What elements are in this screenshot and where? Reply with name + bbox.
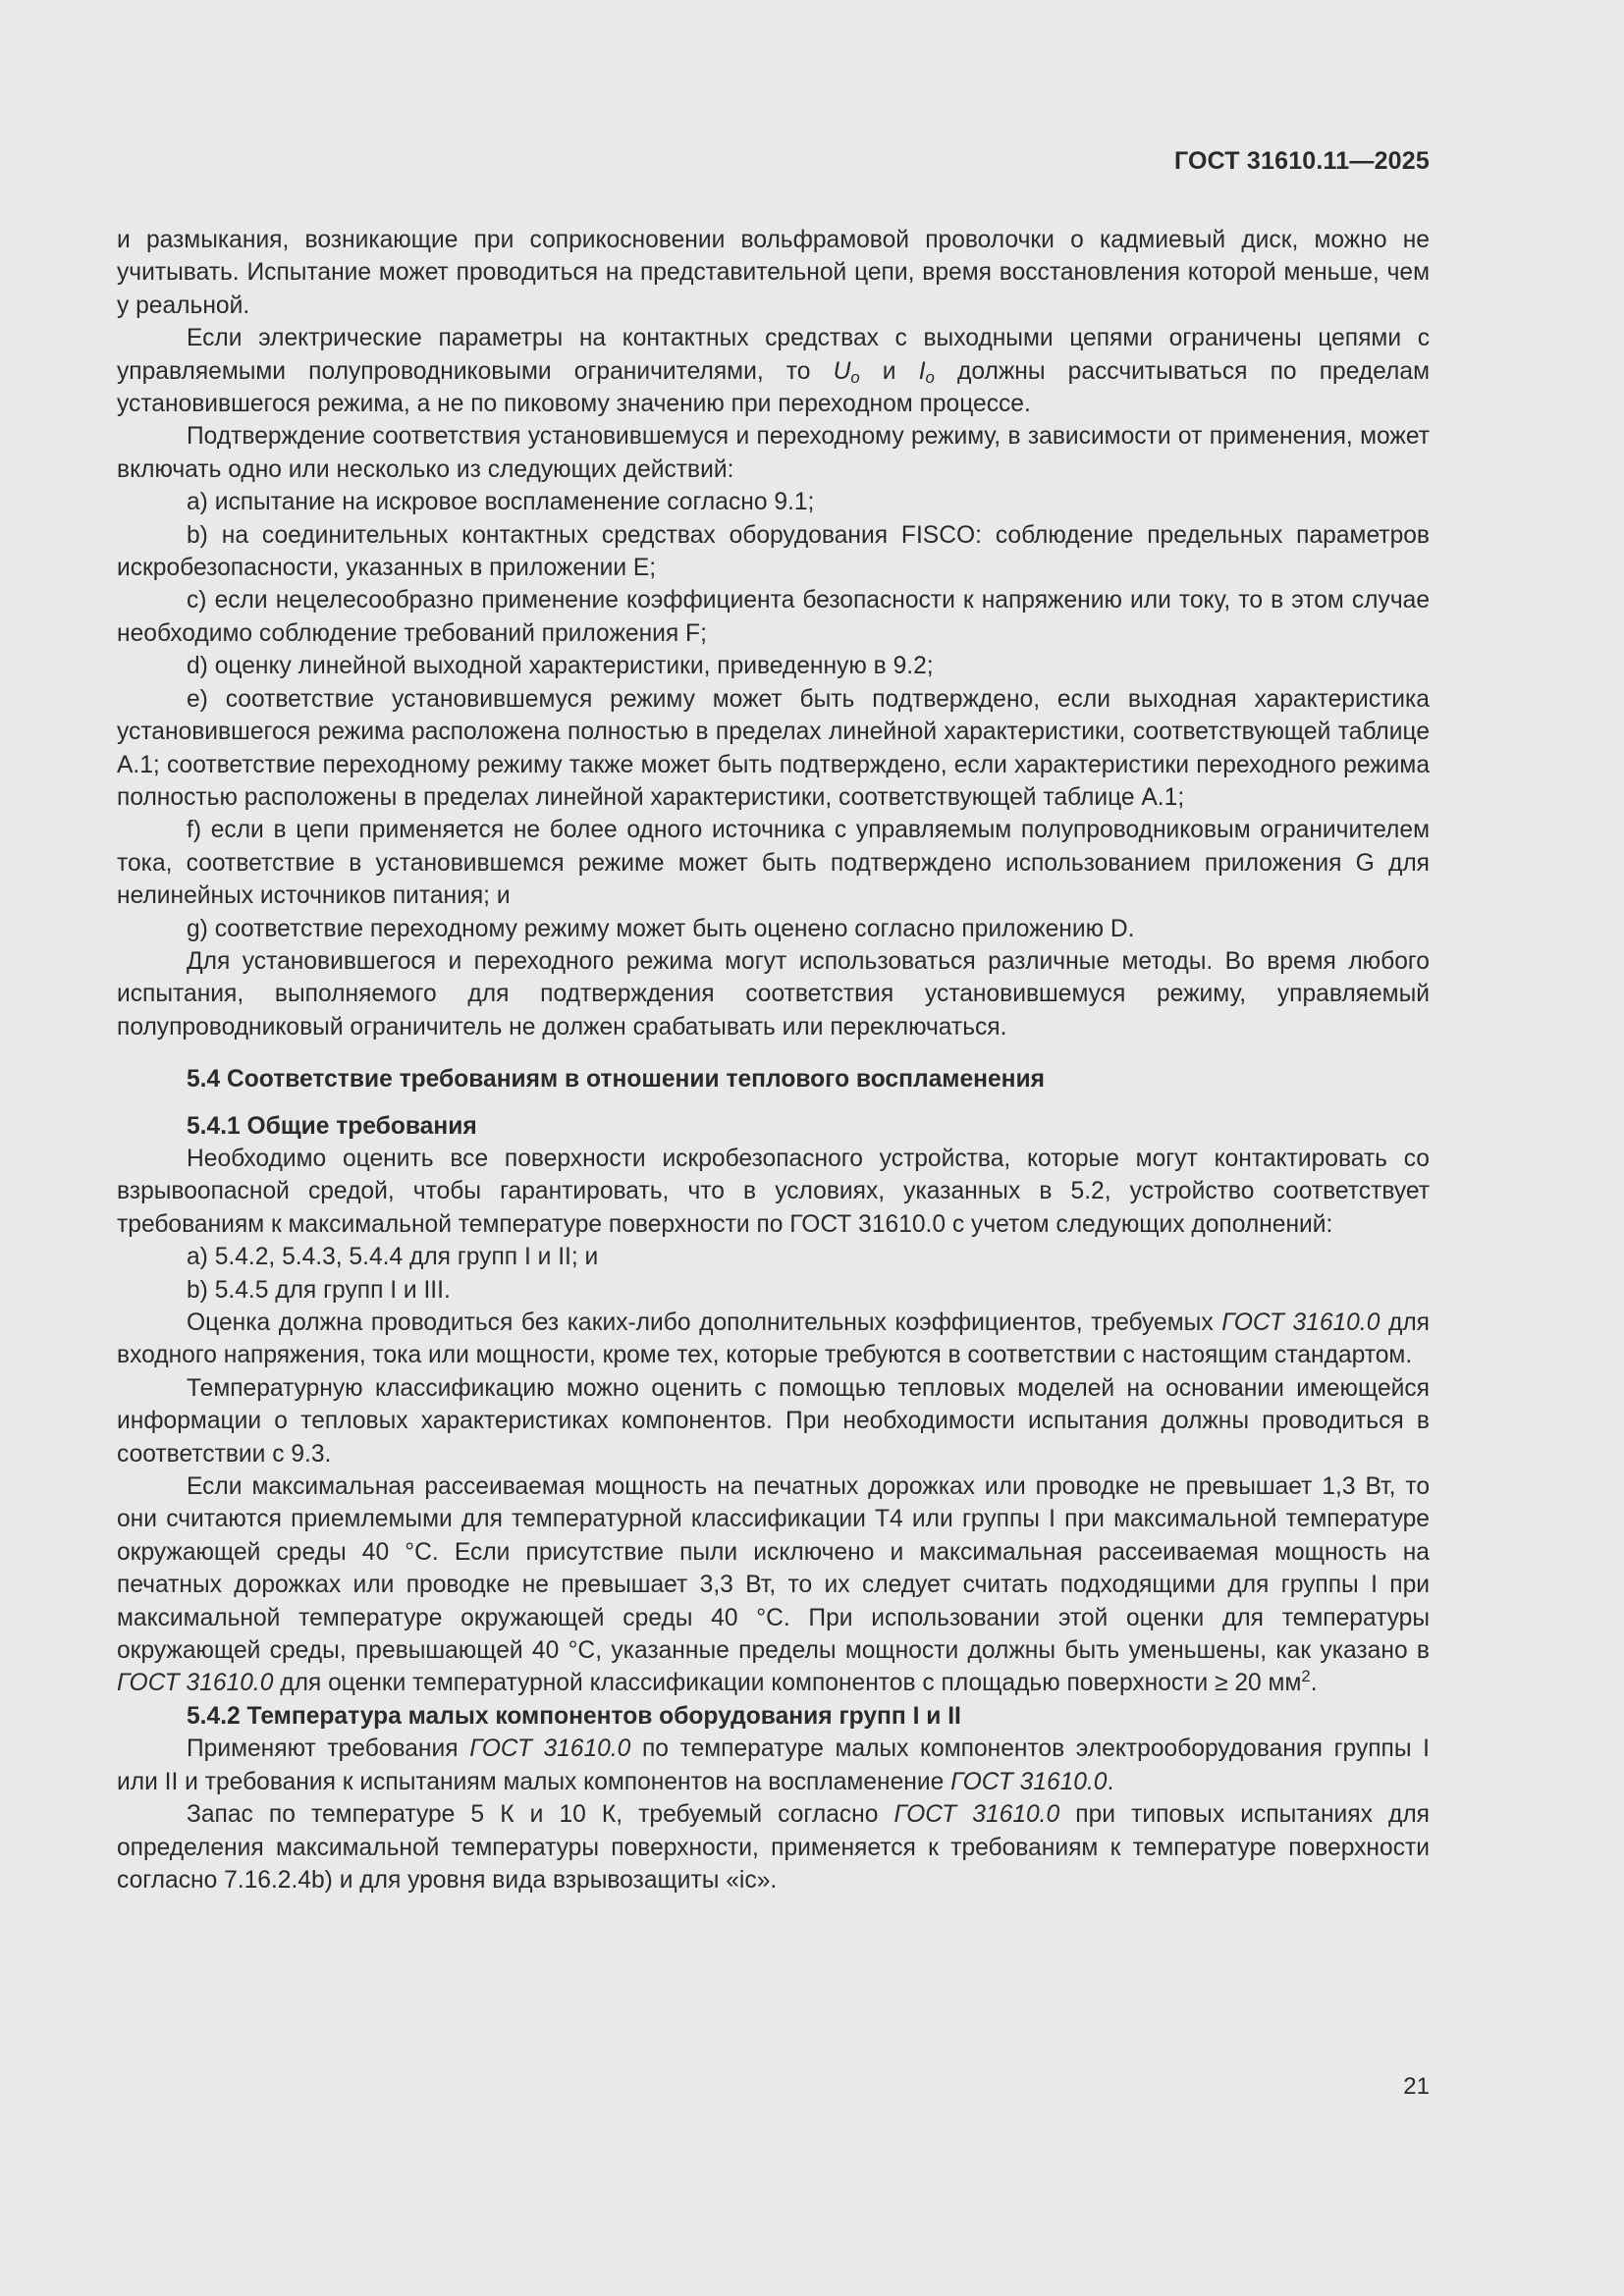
page-body [117, 224, 1430, 1896]
list-item: f) если в цепи применяется не более одного источника с управляемым полупроводниковым ограничителем тока, соответствие в установившемся режиме может быть подтверждено использованием приложения G для нелинейных источников питания; и [117, 817, 1430, 910]
standard-reference: ГОСТ 31610.0 [893, 1801, 1060, 1829]
text-run: для оценки температурной классификации компонентов с площадью поверхности ≥ 20 мм [273, 1670, 1302, 1697]
paragraph [117, 1798, 1430, 1896]
list-item: b) на соединительных контактных средствах оборудования FISCO: соблюдение предельных параметров искробезопасности, указанных в приложении E; [117, 521, 1430, 582]
superscript: 2 [1301, 1667, 1311, 1686]
text-run: Применяют требования [187, 1735, 470, 1763]
text-run: . [1107, 1768, 1114, 1795]
standard-reference: ГОСТ 31610.0 [1221, 1309, 1380, 1336]
section-heading: 5.4 Соответствие требованиям в отношении теплового воспламенения [187, 1066, 1045, 1094]
list-item: d) оценку линейной выходной характеристики, приведенную в 9.2; [187, 653, 934, 680]
paragraph: Подтверждение соответствия установившемуся и переходному режиму, в зависимости от применения, может включать одно или несколько из следующих действий: [117, 423, 1430, 483]
subsection-heading: 5.4.1 Общие требования [187, 1112, 477, 1140]
document-code: ГОСТ 31610.11—2025 [1173, 147, 1430, 175]
variable-i [919, 358, 935, 385]
text-run: . [1310, 1670, 1318, 1697]
list-item: b) 5.4.5 для групп I и III. [187, 1276, 451, 1304]
page-number: 21 [1403, 2073, 1430, 2100]
variable-u [834, 358, 860, 385]
text-run: I [918, 357, 926, 385]
standard-reference: ГОСТ 31610.0 [950, 1768, 1108, 1795]
text-run: при типовых испытаниях для определения максимальной температуры поверхности, применяется к требованиям к температуре поверхности согласно 7.16.2.4b) и для уровня вида взрывозащиты «ic». [117, 1801, 1430, 1894]
paragraph [117, 1733, 1430, 1798]
list-item: e) соответствие установившемуся режиму может быть подтверждено, если выходная характеристика установившегося режима расположена полностью в пределах линейной характеристики, соответствующей таблице А.1; соответствие переходному режиму также может быть подтверждено, если характеристики переходного режима полностью расположены в пределах линейной характеристики, соответствующей таблице А.1; [117, 685, 1430, 811]
paragraph: Для установившегося и переходного режима могут использоваться различные методы. Во время любого испытания, выполняемого для подтверждения соответствия установившемуся режиму, управляемый полупроводниковый ограничитель не должен срабатывать или переключаться. [117, 947, 1430, 1041]
text-run: Если максимальная рассеиваемая мощность на печатных дорожках или проводке не превышает 1,3 Вт, то они считаются приемлемыми для температурной классификации Т4 или группы I при максимальной температуре окружающей среды 40 °С. Если присутствие пыли исключено и максимальная рассеиваемая мощность на печатных дорожках или проводке не превышает 3,3 Вт, то их следует считать подходящими для группы I при максимальной температуре окружающей среды 40 °С. При использовании этой оценки для температуры окружающей среды, превышающей 40 °С, указанные пределы мощности должны быть уменьшены, как указано в [117, 1473, 1430, 1665]
list-item: c) если нецелесообразно применение коэффициента безопасности к напряжению или току, то в этом случае необходимо соблюдение требований приложения F; [117, 587, 1430, 647]
subsection-heading: 5.4.2 Температура малых компонентов оборудования групп I и II [187, 1702, 961, 1730]
subscript: o [925, 367, 935, 387]
list-item: g) соответствие переходному режиму может быть оценено согласно приложению D. [187, 915, 1135, 942]
list-item: a) испытание на искровое воспламенение согласно 9.1; [187, 489, 815, 516]
paragraph [117, 322, 1430, 420]
paragraph: и размыкания, возникающие при соприкосновении вольфрамовой проволочки о кадмиевый диск, можно не учитывать. Испытание может проводиться на представительной цепи, время восстановления которой меньше, чем у реальной. [117, 227, 1430, 319]
paragraph: Необходимо оценить все поверхности искробезопасного устройства, которые могут контактировать со взрывоопасной средой, чтобы гарантировать, что в условиях, указанных в 5.2, устройство соответствует требованиям к максимальной температуре поверхности по ГОСТ 31610.0 с учетом следующих дополнений: [117, 1145, 1430, 1238]
text-run: по температуре малых компонентов электрооборудования группы I или II и требования к испытаниям малых компонентов на воспламенение [117, 1735, 1430, 1795]
text-run: Оценка должна проводиться без каких-либо дополнительных коэффициентов, требуемых [187, 1309, 1222, 1336]
text-run: Если электрические параметры на контактных средствах с выходными цепями ограничены цепями с управляемыми полупроводниковыми ограничителями, то [117, 325, 1430, 385]
list-item: a) 5.4.2, 5.4.3, 5.4.4 для групп I и II; и [187, 1244, 599, 1271]
text-run: U [833, 357, 851, 385]
subscript: o [850, 367, 860, 387]
paragraph [117, 1307, 1430, 1372]
standard-reference: ГОСТ 31610.0 [469, 1735, 631, 1763]
paragraph [117, 1470, 1430, 1700]
text-run: Запас по температуре 5 К и 10 К, требуемый согласно [187, 1801, 894, 1829]
text-run: должны рассчитываться по пределам установившегося режима, а не по пиковому значению при переходном процессе. [117, 357, 1430, 418]
text-run: и [859, 357, 919, 385]
text-run: для входного напряжения, тока или мощности, кроме тех, которые требуются в соответствии с настоящим стандартом. [117, 1309, 1430, 1369]
standard-reference: ГОСТ 31610.0 [117, 1670, 274, 1697]
paragraph: Температурную классификацию можно оценить с помощью тепловых моделей на основании имеющейся информации о тепловых характеристиках компонентов. При необходимости испытания должны проводиться в соответствии с 9.3. [117, 1374, 1430, 1468]
